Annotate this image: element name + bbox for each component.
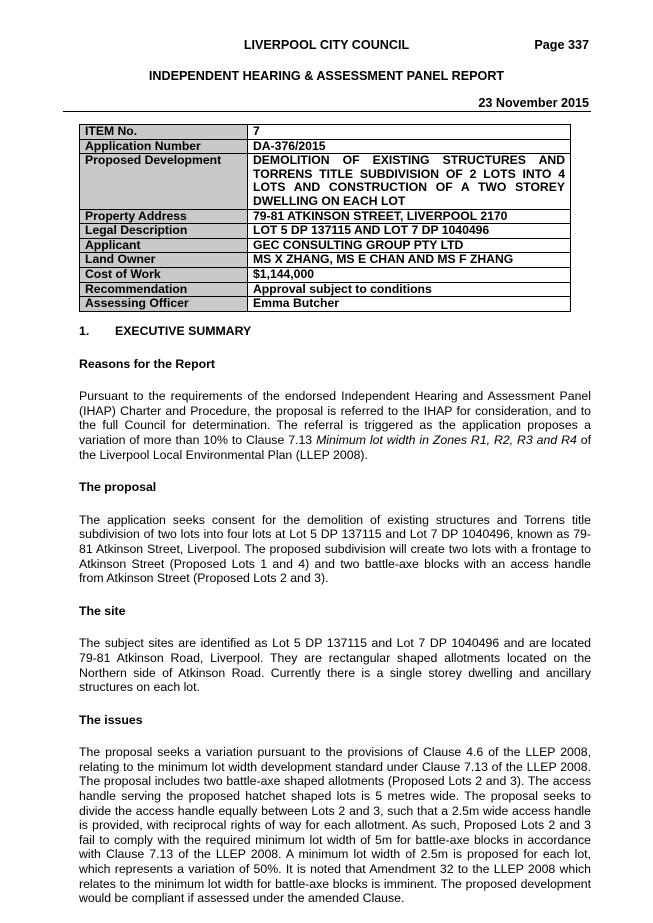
row-label-item-no: ITEM No. <box>80 125 248 140</box>
row-label-property-address: Property Address <box>80 209 248 224</box>
table-row <box>80 209 571 224</box>
clause-title: Minimum lot width in Zones R1, R2, R3 and R4 <box>316 432 577 447</box>
table-row <box>80 125 571 140</box>
row-label-cost-of-work: Cost of Work <box>80 267 248 282</box>
header-divider <box>63 111 591 112</box>
row-label-land-owner: Land Owner <box>80 253 248 268</box>
row-value-cost-of-work: $1,144,000 <box>248 267 571 282</box>
row-label-proposed-development: Proposed Development <box>80 154 248 209</box>
row-value-assessing-officer: Emma Butcher <box>248 297 571 312</box>
report-body <box>79 324 591 906</box>
paragraph-issues: The proposal seeks a variation pursuant to the provisions of Clause 4.6 of the LLEP 2008, relating to the minimum lot width development standard under Clause 7.13 of the LLEP 2008. The proposal includes two battle-axe shaped allotments (Proposed Lots 2 and 3). The access handle serving the proposed hatchet shaped lots is 5 metres wide. The proposal seeks to divide the access handle equally between Lots 2 and 3, such that a 2.5m wide access handle is provided, with reciprocal rights of way for each allotment. As such, Proposed Lots 2 and 3 fail to comply with the required minimum lot width of 5m for battle-axe blocks in accordance with Clause 7.13 of the LLEP 2008. A minimum lot width of 2.5m is proposed for each lot, which represents a variation of 50%. It is noted that Amendment 32 to the LLEP 2008 which relates to the minimum lot width for battle-axe blocks is imminent. The proposed development would be compliant if assessed under the amended Clause. <box>79 745 591 906</box>
row-label-application-number: Application Number <box>80 139 248 154</box>
row-label-applicant: Applicant <box>80 238 248 253</box>
item-details-table <box>79 124 571 312</box>
page-number: Page 337 <box>534 38 589 52</box>
table-row <box>80 154 571 209</box>
table-row <box>80 297 571 312</box>
table-row <box>80 282 571 297</box>
section-heading <box>79 324 591 339</box>
report-title: INDEPENDENT HEARING & ASSESSMENT PANEL REPORT <box>148 69 505 83</box>
table-row <box>80 238 571 253</box>
row-label-recommendation: Recommendation <box>80 282 248 297</box>
table-row <box>80 224 571 239</box>
row-value-property-address: 79-81 ATKINSON STREET, LIVERPOOL 2170 <box>248 209 571 224</box>
paragraph-site: The subject sites are identified as Lot 5 DP 137115 and Lot 7 DP 1040496 and are located 79-81 Atkinson Road, Liverpool. They are rectangular shaped allotments located on the Northern side of Atkinson Road. Currently there is a single storey dwelling and ancillary structures on each lot. <box>79 636 591 695</box>
subheading-reasons: Reasons for the Report <box>79 356 215 371</box>
row-value-recommendation: Approval subject to conditions <box>248 282 571 297</box>
row-value-proposed-development: DEMOLITION OF EXISTING STRUCTURES AND TORRENS TITLE SUBDIVISION OF 2 LOTS INTO 4 LOTS AND CONSTRUCTION OF A TWO STOREY DWELLING ON EACH LOT <box>248 154 571 209</box>
row-value-legal-description: LOT 5 DP 137115 AND LOT 7 DP 1040496 <box>248 224 571 239</box>
subheading-issues: The issues <box>79 712 143 727</box>
row-label-assessing-officer: Assessing Officer <box>80 297 248 312</box>
table-row <box>80 139 571 154</box>
table-row <box>80 267 571 282</box>
section-title: EXECUTIVE SUMMARY <box>115 324 252 338</box>
council-name: LIVERPOOL CITY COUNCIL <box>243 38 410 52</box>
section-number: 1. <box>79 324 90 338</box>
subheading-proposal: The proposal <box>79 480 157 495</box>
report-date: 23 November 2015 <box>478 96 589 110</box>
paragraph-reasons: Pursuant to the requirements of the endorsed Independent Hearing and Assessment Panel (IHAP) Charter and Procedure, the proposal is referred to the IHAP for consideration, and to the full Council for determination. The referral is triggered as the application proposes a variation of more than 10% to Clause 7.13 Minimum lot width in Zones R1, R2, R3 and R4 of the Liverpool Local Environmental Plan (LLEP 2008). <box>79 389 591 462</box>
table-row <box>80 253 571 268</box>
row-value-applicant: GEC CONSULTING GROUP PTY LTD <box>248 238 571 253</box>
row-label-legal-description: Legal Description <box>80 224 248 239</box>
row-value-land-owner: MS X ZHANG, MS E CHAN AND MS F ZHANG <box>248 253 571 268</box>
row-value-application-number: DA-376/2015 <box>248 139 571 154</box>
subheading-site: The site <box>79 603 126 618</box>
row-value-item-no: 7 <box>248 125 571 140</box>
paragraph-proposal: The application seeks consent for the demolition of existing structures and Torrens title subdivision of two lots into four lots at Lot 5 DP 137115 and Lot 7 DP 1040496, known as 79-81 Atkinson Street, Liverpool. The proposed subdivision will create two lots with a frontage to Atkinson Street (Proposed Lots 1 and 4) and two battle-axe blocks with an access handle from Atkinson Street (Proposed Lots 2 and 3). <box>79 512 591 586</box>
